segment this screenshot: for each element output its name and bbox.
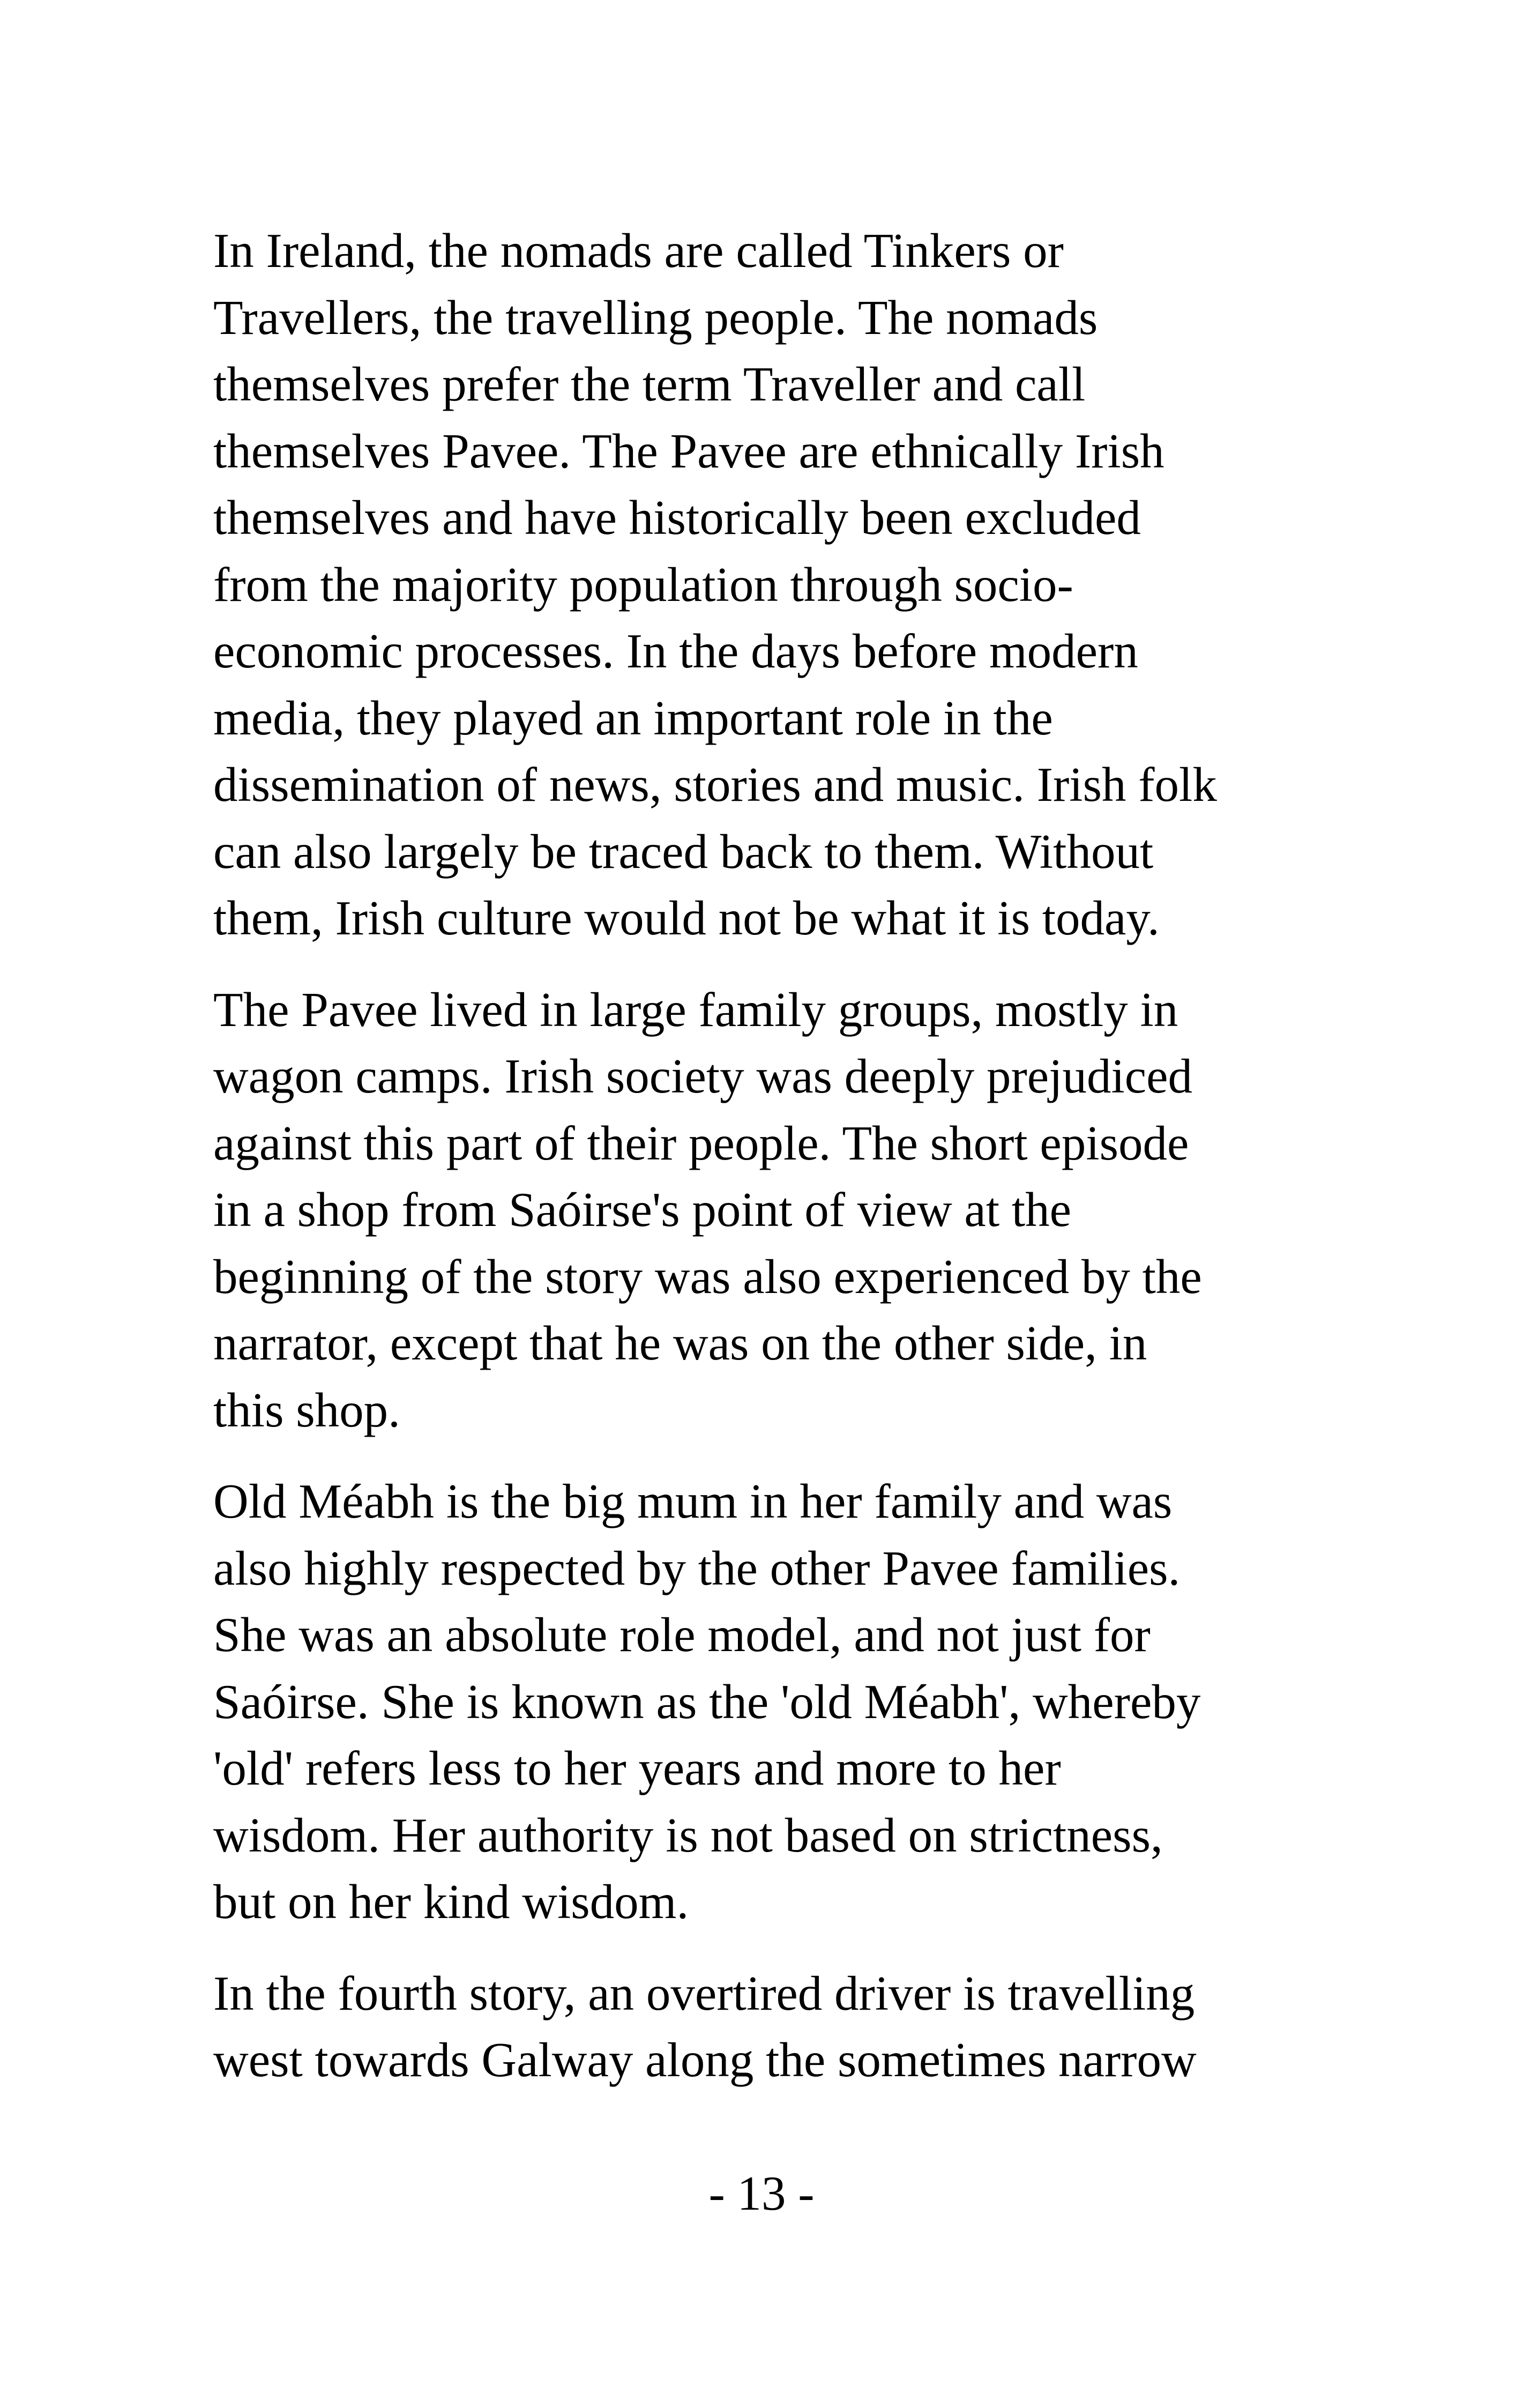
text-line: In the fourth story, an overtired driver is travelling: [213, 1966, 1195, 2020]
text-line: media, they played an important role in the: [213, 690, 1053, 745]
text-line: Old Méabh is the big mum in her family and was: [213, 1474, 1173, 1528]
text-line: but on her kind wisdom.: [213, 1875, 689, 1929]
text-line: beginning of the story was also experienced by the: [213, 1249, 1202, 1304]
body-text: [213, 218, 1339, 2119]
paragraph: [213, 218, 1339, 952]
paragraph: [213, 1960, 1339, 2094]
text-line: narrator, except that he was on the other side, in: [213, 1316, 1147, 1370]
text-line: economic processes. In the days before modern: [213, 624, 1138, 678]
text-line: dissemination of news, stories and music. Irish folk: [213, 757, 1217, 812]
text-line: The Pavee lived in large family groups, mostly in: [213, 982, 1178, 1037]
text-line: themselves and have historically been excluded: [213, 490, 1141, 545]
text-line: wagon camps. Irish society was deeply prejudiced: [213, 1049, 1193, 1103]
text-line: wisdom. Her authority is not based on strictness,: [213, 1808, 1163, 1862]
text-line: them, Irish culture would not be what it is today.: [213, 891, 1160, 945]
text-line: themselves Pavee. The Pavee are ethnically Irish: [213, 423, 1164, 478]
text-line: against this part of their people. The short episode: [213, 1116, 1189, 1170]
text-line: west towards Galway along the sometimes narrow: [213, 2033, 1197, 2087]
text-line: from the majority population through socio-: [213, 557, 1073, 612]
text-line: Saóirse. She is known as the 'old Méabh', whereby: [213, 1674, 1201, 1729]
text-line: Travellers, the travelling people. The nomads: [213, 290, 1098, 345]
text-line: in a shop from Saóirse's point of view at the: [213, 1183, 1072, 1237]
text-line: themselves prefer the term Traveller and call: [213, 357, 1086, 411]
text-line: this shop.: [213, 1383, 400, 1437]
text-line: 'old' refers less to her years and more to her: [213, 1741, 1061, 1795]
text-line: can also largely be traced back to them. Without: [213, 824, 1154, 879]
text-line: also highly respected by the other Pavee families.: [213, 1541, 1181, 1595]
text-line: In Ireland, the nomads are called Tinkers or: [213, 224, 1064, 278]
paragraph: [213, 1468, 1339, 1936]
text-line: She was an absolute role model, and not just for: [213, 1608, 1151, 1662]
paragraph: [213, 977, 1339, 1444]
page-number: - 13 -: [708, 2166, 815, 2220]
